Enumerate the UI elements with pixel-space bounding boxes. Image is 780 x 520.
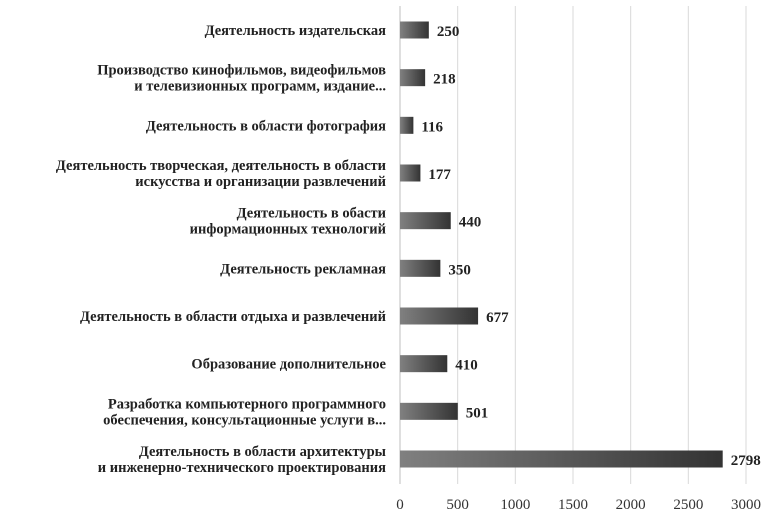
value-label: 177 xyxy=(428,167,451,183)
x-tick-label: 0 xyxy=(396,497,404,513)
bar xyxy=(400,165,420,182)
x-axis-ticks xyxy=(396,497,761,513)
bar xyxy=(400,22,429,39)
bar xyxy=(400,403,458,420)
value-label: 501 xyxy=(465,405,489,422)
bar xyxy=(400,451,723,468)
x-tick-label: 2000 xyxy=(615,497,646,513)
value-label: 677 xyxy=(486,310,509,326)
category-label: Деятельность в области архитектуры и инженерно-технического проектирования xyxy=(97,444,386,476)
x-tick-label: 2500 xyxy=(673,497,704,513)
category-label: Деятельность рекламная xyxy=(220,261,386,278)
category-labels xyxy=(56,23,387,476)
bar xyxy=(400,260,440,277)
category-label: Образование дополнительное xyxy=(191,356,386,373)
value-labels xyxy=(421,24,760,469)
x-tick-label: 3000 xyxy=(731,497,761,513)
bar xyxy=(400,117,413,134)
x-tick-label: 1000 xyxy=(500,497,531,513)
value-label: 410 xyxy=(455,357,478,374)
value-label: 2798 xyxy=(730,453,761,469)
bar xyxy=(400,69,425,86)
bar xyxy=(400,308,478,325)
category-label: Разработка компьютерного программного обеспечения, консультационные услуги в... xyxy=(103,396,386,429)
category-label: Деятельность в области отдыха и развлечений xyxy=(80,309,386,325)
bars xyxy=(400,22,723,468)
x-tick-label: 500 xyxy=(446,497,469,513)
category-label: Деятельность в области фотография xyxy=(145,118,386,135)
category-label: Деятельность творческая, деятельность в области искусства и организации развлечений xyxy=(55,158,386,190)
x-tick-label: 1500 xyxy=(558,497,588,513)
value-label: 218 xyxy=(433,71,456,88)
value-label: 116 xyxy=(421,119,444,136)
value-label: 250 xyxy=(436,24,460,40)
category-label: Производство кинофильмов, видеофильмов и телевизионных программ, издание... xyxy=(97,62,386,95)
category-label: Деятельность издательская xyxy=(204,23,386,39)
bar xyxy=(400,355,447,372)
value-label: 350 xyxy=(448,262,471,279)
category-label: Деятельность в обасти информационных технологий xyxy=(189,205,386,238)
bar xyxy=(400,212,451,229)
value-label: 440 xyxy=(458,214,482,231)
